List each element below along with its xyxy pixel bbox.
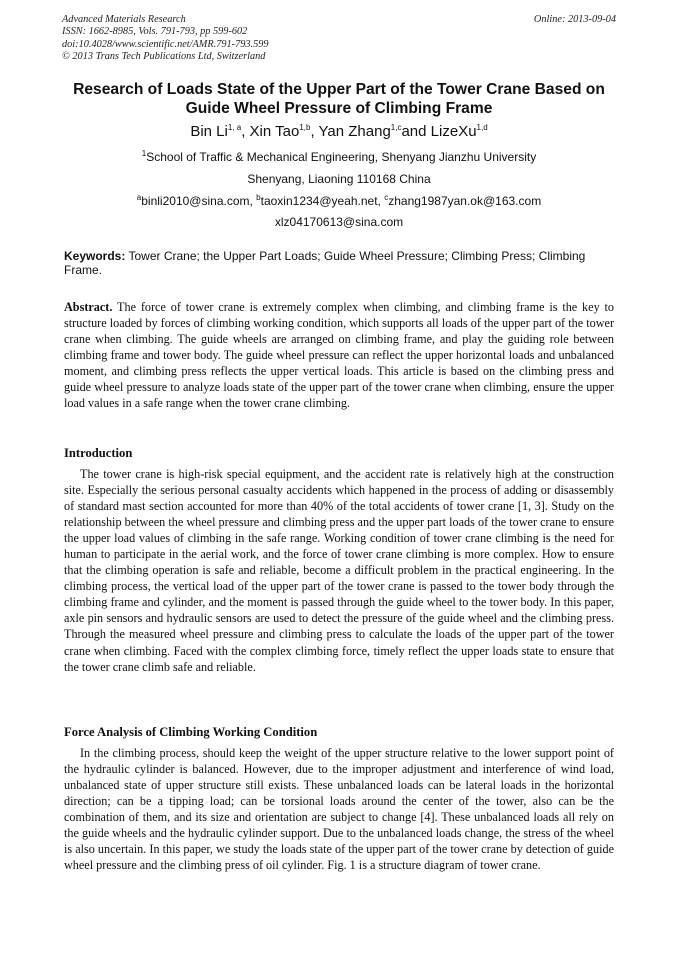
issn-line: ISSN: 1662-8985, Vols. 791-793, pp 599-602: [62, 26, 248, 38]
abstract-label: Abstract.: [64, 300, 113, 314]
online-date: Online: 2013-09-04: [533, 14, 616, 25]
journal-header: [62, 14, 269, 64]
affiliation-line-1: $^1$School of Traffic & Mechanical Engineering, Shenyang Jianzhu University: [141, 149, 537, 164]
copyright-line: © 2013 Trans Tech Publications Ltd, Switzerland: [62, 51, 266, 63]
author-list: Bin Li$^{1, a}$, Xin Tao$^{1,b}$, Yan Zhang$^{1,c}$and LizeXu$^{1,d}$: [190, 123, 488, 140]
author-sup: 1, a: [227, 123, 242, 132]
author-sup: 1,c: [390, 123, 402, 132]
email-line-1: $^a$binli2010@sina.com, $^b$taoxin1234@yeah.net, $^c$zhang1987yan.ok@163.com: [136, 193, 542, 208]
author-sup: 1,b: [299, 123, 311, 132]
affiliation-line-2: Shenyang, Liaoning 110168 China: [247, 172, 431, 186]
abstract: [64, 299, 614, 411]
section-heading-introduction: Introduction: [64, 446, 133, 460]
abstract-text: The force of tower crane is extremely complex when climbing, and climbing frame is the key to structure loaded by forces of climbing working condition, which supports all loads of the upper part of the tower crane when climbing. The guide wheels are arranged on climbing frame, and play the guiding role between climbing frame and tower body. The guide wheel pressure can reflect the upper horizontal loads and unbalanced moment, and climbing press reflects the upper vertical loads. This article is based on the climbing press and guide wheel pressure to analyze loads state of the upper part of the tower crane when climbing, ensure the upper load values in a safe range when the tower crane climbing.: [64, 300, 614, 411]
section-heading-force-analysis: Force Analysis of Climbing Working Condition: [64, 725, 318, 739]
doi-line[interactable]: doi:10.4028/www.scientific.net/AMR.791-793.599: [62, 38, 269, 50]
email-b[interactable]: taoxin1234@yeah.net,: [260, 194, 385, 208]
force-analysis-paragraph: In the climbing process, should keep the weight of the upper structure relative to the lower support point of the hydraulic cylinder is balanced. However, due to the improper adjustment and interference of wind load, unbalanced state of upper structure still exists. These unbalanced loads can be lateral loads in the horizontal direction; can be a tipping load; can be torsional loads around the center of the tower, also can be the combination of them, and its size and orientation are subject to change [4]. These unbalanced loads all rely on the guide wheels and the hydraulic cylinder support. Due to the unbalanced loads change, the stress of the wheel is also uncertain. In this paper, we study the loads state of the upper part of the tower crane by detection of guide wheel pressure and the climbing press of oil cylinder. Fig. 1 is a structure diagram of tower crane.: [64, 746, 614, 873]
keywords: [64, 249, 614, 278]
keywords-text: Tower Crane; the Upper Part Loads; Guide Wheel Pressure; Climbing Press; Climbing Frame.: [64, 249, 586, 278]
email-d[interactable]: xlz04170613@sina.com: [274, 215, 404, 229]
email-a[interactable]: binli2010@sina.com,: [141, 194, 257, 208]
keywords-label: Keywords:: [64, 249, 126, 263]
author-name: LizeXu: [430, 123, 477, 140]
author-sup: 1,d: [476, 123, 488, 132]
author-name: Yan Zhang: [318, 123, 391, 140]
journal-name: Advanced Materials Research: [62, 14, 186, 25]
author-name: Xin Tao: [249, 123, 300, 140]
introduction-paragraph: The tower crane is high-risk special equipment, and the accident rate is relatively high at the construction site. Especially the serious personal casualty accidents which happened in the process of adding or disassembly of standard mast section accounted for more than 40% of the total accidents of tower crane [1, 3]. Study on the relationship between the wheel pressure and climbing press and the upper part loads of the tower crane to ensure the upper load values of climbing in the safe range. Working condition of tower crane climbing is the need for human to participate in the aerial work, and the force of tower crane climbing is more complex. How to ensure that the climbing operation is safe and reliable, become a difficult problem in the practical engineering. In the climbing process, the vertical load of the upper part of the tower crane is passed to the tower body through the climbing frame and cylinder, and the moment is passed through the guide wheel to the tower body. In this paper, axle pin sensors and hydraulic sensors are used to detect the pressure of the guide wheel and the climbing press. Through the measured wheel pressure and climbing press to calculate the loads of the upper part of the tower crane when climbing. Faced with the complex climbing force, timely reflect the upper loads state to ensure that the tower crane climb safe and reliable.: [64, 467, 614, 674]
email-c[interactable]: zhang1987yan.ok@163.com: [388, 194, 542, 208]
paper-title: Research of Loads State of the Upper Part of the Tower Crane Based on Guide Wheel Pressure of Climbing Frame: [73, 81, 605, 117]
author-name: Bin Li: [190, 123, 228, 140]
